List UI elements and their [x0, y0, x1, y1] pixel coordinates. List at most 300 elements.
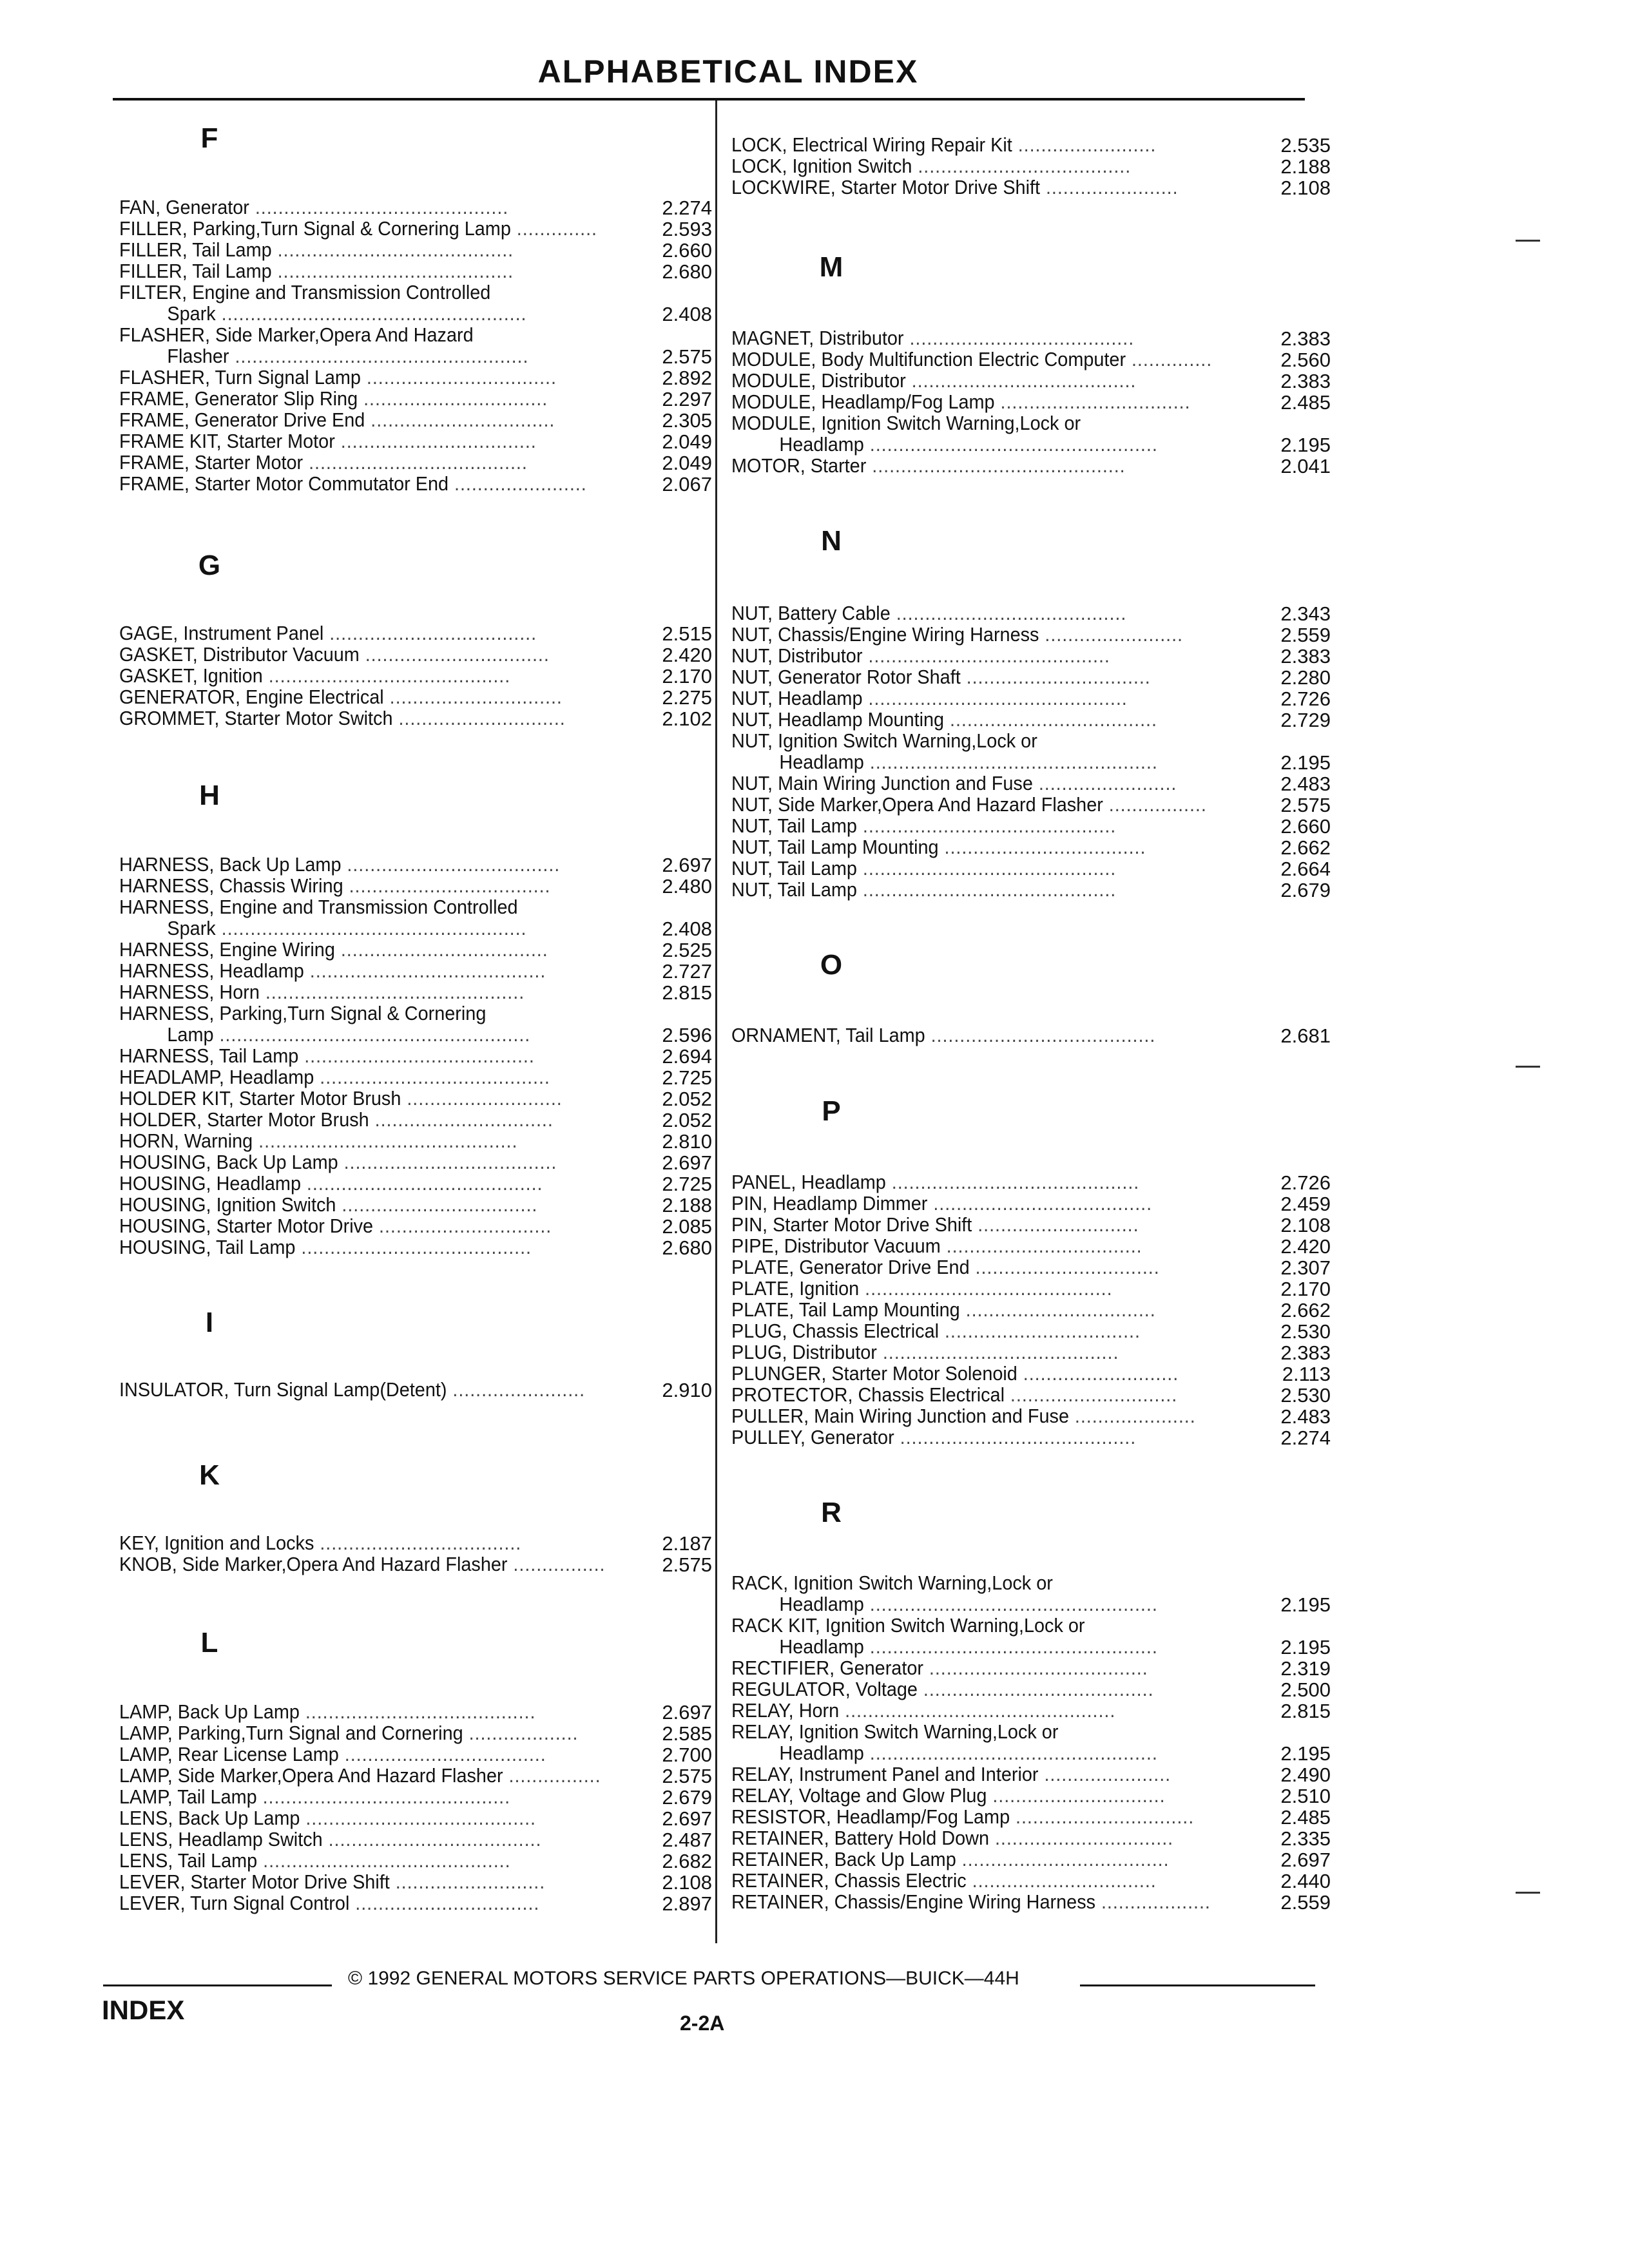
entry-page: 2.694	[662, 1045, 712, 1068]
entry-page: 2.697	[662, 1151, 712, 1174]
entry-page: 2.085	[662, 1215, 712, 1238]
section-label: INDEX	[102, 1995, 185, 2025]
leader-dots: ..................................................	[863, 1742, 1158, 1764]
entry-page: 2.510	[1280, 1785, 1331, 1807]
leader-dots: ............................................	[866, 454, 1126, 477]
leader-dots: ........................	[1032, 772, 1177, 794]
entry-label: ORNAMENT, Tail Lamp	[731, 1024, 925, 1046]
section-letter: N	[821, 525, 842, 557]
entry-page: 2.810	[662, 1130, 712, 1153]
index-entry	[119, 367, 557, 388]
index-entry	[119, 622, 537, 644]
entry-page: 2.049	[662, 452, 712, 474]
leader-dots: ..................................................	[863, 1635, 1158, 1658]
index-entry	[731, 1427, 1136, 1448]
entry-page: 2.483	[1280, 773, 1331, 795]
entry-label: RELAY, Instrument Panel and Interior	[731, 1763, 1039, 1785]
index-entry	[731, 1405, 1196, 1427]
entry-label: LOCKWIRE, Starter Motor Drive Shift	[731, 176, 1041, 198]
entry-page: 2.485	[1280, 1806, 1331, 1829]
entry-page: 2.480	[662, 875, 712, 898]
title-rule	[113, 98, 1305, 101]
leader-dots: ..............	[510, 217, 597, 240]
entry-label: GASKET, Ignition	[119, 664, 263, 687]
entry-label: HOUSING, Headlamp	[119, 1172, 301, 1195]
index-entry	[119, 1024, 530, 1045]
leader-dots: ...................................	[338, 1743, 546, 1765]
entry-page: 2.108	[1280, 177, 1331, 199]
entry-page: 2.280	[1280, 666, 1331, 689]
entry-label: HARNESS, Tail Lamp	[119, 1044, 299, 1067]
index-entry	[119, 345, 528, 367]
index-entry	[731, 1615, 1085, 1636]
leader-dots: .........................................	[876, 1341, 1119, 1363]
leader-dots: ..................................................	[863, 751, 1158, 773]
index-entry	[731, 1870, 1157, 1891]
entry-page: 2.335	[1280, 1827, 1331, 1850]
index-entry	[731, 1827, 1173, 1849]
leader-dots: .....................................	[322, 1828, 542, 1850]
leader-dots: ...................	[463, 1722, 579, 1744]
entry-page: 2.575	[1280, 794, 1331, 816]
entry-label: PLATE, Ignition	[731, 1277, 860, 1300]
entry-page: 2.664	[1280, 858, 1331, 880]
entry-label: Headlamp	[779, 433, 864, 456]
entry-label: Headlamp	[779, 1635, 864, 1658]
entry-page: 2.408	[662, 303, 712, 325]
entry-page: 2.274	[1280, 1427, 1331, 1449]
entry-label: FRAME, Generator Drive End	[119, 408, 365, 431]
entry-label: PANEL, Headlamp	[731, 1171, 886, 1193]
entry-page: 2.305	[662, 409, 712, 432]
leader-dots: ..........................	[389, 1870, 546, 1893]
margin-tick	[1516, 1066, 1540, 1068]
entry-label: Headlamp	[779, 751, 864, 773]
entry-label: RACK KIT, Ignition Switch Warning,Lock or	[731, 1614, 1085, 1637]
entry-page: 2.726	[1280, 1171, 1331, 1194]
entry-label: NUT, Distributor	[731, 644, 863, 667]
index-entry	[119, 1215, 552, 1236]
entry-page: 2.679	[662, 1786, 712, 1809]
index-entry	[731, 709, 1157, 730]
entry-label: Spark	[167, 917, 216, 939]
leader-dots: ............................................	[856, 814, 1117, 837]
leader-dots: ..................................	[939, 1320, 1141, 1342]
entry-label: RESISTOR, Headlamp/Fog Lamp	[731, 1805, 1010, 1828]
index-entry	[731, 1636, 1158, 1657]
leader-dots: ...................................	[938, 836, 1146, 858]
entry-label: RETAINER, Back Up Lamp	[731, 1848, 956, 1870]
entry-label: HOUSING, Tail Lamp	[119, 1236, 296, 1258]
entry-label: PULLEY, Generator	[731, 1426, 894, 1448]
leader-dots: ............................................	[856, 878, 1117, 901]
index-entry	[119, 1151, 557, 1173]
leader-dots: ....................................	[944, 708, 1157, 731]
entry-label: LAMP, Tail Lamp	[119, 1785, 257, 1808]
index-entry	[119, 1003, 486, 1024]
index-entry	[119, 896, 518, 918]
entry-page: 2.490	[1280, 1763, 1331, 1786]
leader-dots: ......................	[1038, 1763, 1171, 1785]
leader-dots: .....................................	[912, 155, 1132, 177]
entry-label: FRAME KIT, Starter Motor	[119, 430, 335, 452]
entry-page: 2.483	[1280, 1405, 1331, 1428]
entry-page: 2.195	[1280, 751, 1331, 774]
entry-page: 2.815	[1280, 1700, 1331, 1722]
leader-dots: .............................	[392, 707, 566, 729]
leader-dots: ...........................	[401, 1087, 563, 1110]
entry-page: 2.108	[1280, 1214, 1331, 1236]
entry-label: PLUG, Chassis Electrical	[731, 1320, 940, 1342]
leader-dots: ..........................................	[262, 664, 511, 687]
index-entry	[119, 1088, 563, 1109]
entry-label: NUT, Tail Lamp	[731, 814, 857, 837]
leader-dots: ...........................................	[257, 1849, 511, 1872]
index-entry	[731, 177, 1179, 198]
entry-page: 2.559	[1280, 624, 1331, 646]
entry-label: PROTECTOR, Chassis Electrical	[731, 1383, 1005, 1406]
index-entry	[119, 282, 490, 303]
leader-dots: ..............................	[383, 686, 563, 708]
index-entry	[731, 1299, 1156, 1320]
leader-dots: ................................	[349, 1892, 540, 1914]
entry-label: NUT, Battery Cable	[731, 602, 891, 624]
index-entry	[119, 1236, 532, 1258]
entry-page: 2.725	[662, 1066, 712, 1089]
entry-label: HARNESS, Headlamp	[119, 959, 304, 982]
entry-label: HARNESS, Engine and Transmission Controlled	[119, 896, 518, 918]
entry-label: INSULATOR, Turn Signal Lamp(Detent)	[119, 1378, 447, 1401]
leader-dots: ....................................	[334, 938, 548, 961]
entry-page: 2.052	[662, 1088, 712, 1110]
entry-page: 2.729	[1280, 709, 1331, 731]
entry-label: Headlamp	[779, 1593, 864, 1615]
index-entry	[731, 1891, 1211, 1912]
index-entry	[731, 1256, 1160, 1278]
section-letter: O	[820, 949, 843, 981]
leader-dots: ..................................................	[863, 433, 1158, 456]
index-entry	[119, 218, 597, 239]
section-letter: I	[205, 1307, 214, 1338]
entry-page: 2.700	[662, 1744, 712, 1766]
leader-dots: .........................................	[300, 1172, 543, 1195]
entry-page: 2.515	[662, 622, 712, 645]
index-entry	[119, 1109, 554, 1130]
entry-page: 2.697	[1280, 1849, 1331, 1871]
entry-label: FLASHER, Turn Signal Lamp	[119, 366, 361, 389]
entry-label: RETAINER, Battery Hold Down	[731, 1827, 990, 1849]
leader-dots: .........................................	[271, 238, 514, 261]
index-entry	[731, 1341, 1119, 1363]
entry-label: LENS, Headlamp Switch	[119, 1828, 323, 1850]
entry-label: NUT, Main Wiring Junction and Fuse	[731, 772, 1033, 794]
leader-dots: ...............................	[1010, 1805, 1195, 1828]
index-entry	[119, 260, 514, 282]
index-entry	[119, 918, 526, 939]
leader-dots: ........................................	[890, 602, 1127, 624]
index-entry	[731, 1785, 1166, 1806]
entry-label: NUT, Ignition Switch Warning,Lock or	[731, 729, 1037, 752]
leader-dots: ...................................................	[229, 345, 529, 367]
index-entry	[119, 1807, 536, 1829]
leader-dots: ................	[507, 1553, 606, 1575]
entry-page: 2.525	[662, 939, 712, 961]
leader-dots: ..........................................	[862, 644, 1110, 667]
entry-label: HOLDER KIT, Starter Motor Brush	[119, 1087, 401, 1110]
index-entry	[119, 409, 555, 430]
index-entry	[119, 197, 508, 218]
entry-label: RETAINER, Chassis/Engine Wiring Harness	[731, 1890, 1096, 1913]
entry-label: HOUSING, Starter Motor Drive	[119, 1215, 374, 1237]
entry-label: RELAY, Voltage and Glow Plug	[731, 1784, 987, 1807]
leader-dots: ................................	[969, 1256, 1160, 1278]
entry-page: 2.195	[1280, 1593, 1331, 1616]
entry-label: FRAME, Starter Motor	[119, 451, 304, 474]
entry-label: HOUSING, Back Up Lamp	[119, 1151, 338, 1173]
entry-page: 2.188	[1280, 155, 1331, 178]
entry-label: HORN, Warning	[119, 1129, 253, 1152]
leader-dots: .................................	[360, 366, 557, 389]
margin-tick	[1516, 1892, 1540, 1894]
section-letter: P	[822, 1095, 841, 1127]
entry-page: 2.575	[662, 1765, 712, 1787]
entry-page: 2.195	[1280, 1636, 1331, 1658]
entry-label: Flasher	[167, 345, 229, 367]
index-entry	[731, 1721, 1058, 1742]
index-entry	[731, 134, 1156, 155]
index-entry	[119, 1850, 511, 1871]
leader-dots: ...................................	[314, 1532, 522, 1554]
entry-label: HOLDER, Starter Motor Brush	[119, 1108, 369, 1131]
index-entry	[119, 1786, 510, 1807]
entry-label: LAMP, Rear License Lamp	[119, 1743, 339, 1765]
index-entry	[119, 473, 587, 494]
entry-page: 2.108	[662, 1871, 712, 1894]
entry-page: 2.535	[1280, 134, 1331, 157]
index-entry	[119, 303, 526, 324]
entry-label: FRAME, Starter Motor Commutator End	[119, 472, 449, 495]
index-entry	[731, 730, 1037, 751]
section-letter: H	[199, 780, 220, 811]
entry-page: 2.067	[662, 473, 712, 495]
entry-label: LEVER, Turn Signal Control	[119, 1892, 350, 1914]
index-entry	[731, 1678, 1154, 1700]
entry-page: 2.275	[662, 686, 712, 709]
index-entry	[731, 666, 1151, 687]
leader-dots: .............................................	[862, 687, 1128, 709]
entry-page: 2.049	[662, 430, 712, 453]
entry-label: FLASHER, Side Marker,Opera And Hazard	[119, 323, 474, 346]
entry-label: Lamp	[167, 1023, 214, 1046]
entry-label: NUT, Chassis/Engine Wiring Harness	[731, 623, 1039, 646]
leader-dots: ................................	[960, 666, 1151, 688]
leader-dots: .......................	[1040, 176, 1179, 198]
leader-dots: ......................................................	[213, 1023, 531, 1046]
entry-page: 2.102	[662, 707, 712, 730]
leader-dots: .......................	[448, 472, 587, 495]
entry-label: RETAINER, Chassis Electric	[731, 1869, 967, 1892]
entry-label: LAMP, Side Marker,Opera And Hazard Flasher	[119, 1764, 503, 1787]
leader-dots: ........................	[1039, 623, 1183, 646]
leader-dots: .......................................	[903, 327, 1135, 349]
index-entry	[731, 773, 1177, 794]
entry-label: PULLER, Main Wiring Junction and Fuse	[731, 1405, 1069, 1427]
entry-page: 2.681	[1280, 1024, 1331, 1047]
index-entry	[731, 434, 1158, 455]
index-entry	[731, 858, 1116, 879]
entry-label: NUT, Side Marker,Opera And Hazard Flasher	[731, 793, 1103, 816]
entry-page: 2.727	[662, 960, 712, 983]
entry-page: 2.187	[662, 1532, 712, 1555]
leader-dots: ...........................	[1017, 1362, 1179, 1385]
leader-dots: ........................................	[917, 1678, 1154, 1700]
entry-label: RACK, Ignition Switch Warning,Lock or	[731, 1571, 1053, 1594]
leader-dots: ..................................................	[863, 1593, 1158, 1615]
page-title: ALPHABETICAL INDEX	[537, 53, 919, 90]
entry-label: Spark	[167, 302, 216, 325]
entry-label: RELAY, Ignition Switch Warning,Lock or	[731, 1720, 1059, 1743]
leader-dots: .................	[1103, 793, 1207, 816]
entry-page: 2.815	[662, 981, 712, 1004]
copyright-text: © 1992 GENERAL MOTORS SERVICE PARTS OPERATIONS—BUICK—44H	[348, 1968, 1019, 1989]
index-entry	[731, 1849, 1170, 1870]
leader-dots: ...................	[1095, 1890, 1211, 1913]
section-letter: G	[198, 550, 221, 581]
entry-label: HARNESS, Engine Wiring	[119, 938, 335, 961]
leader-dots: .............................	[1004, 1383, 1178, 1406]
leader-dots: ................................	[966, 1869, 1157, 1892]
entry-label: NUT, Headlamp Mounting	[731, 708, 945, 731]
entry-label: LAMP, Back Up Lamp	[119, 1700, 300, 1723]
index-entry	[119, 1045, 535, 1066]
leader-dots: .....................................................	[215, 917, 527, 939]
index-entry	[731, 1363, 1179, 1384]
entry-page: 2.195	[1280, 1742, 1331, 1765]
index-entry	[119, 707, 566, 729]
entry-label: MODULE, Distributor	[731, 369, 906, 392]
entry-label: PLATE, Generator Drive End	[731, 1256, 970, 1278]
index-entry	[119, 939, 548, 960]
entry-label: NUT, Tail Lamp	[731, 878, 857, 901]
entry-label: PIPE, Distributor Vacuum	[731, 1235, 941, 1257]
entry-label: Headlamp	[779, 1742, 864, 1764]
entry-label: MAGNET, Distributor	[731, 327, 904, 349]
leader-dots: ........................	[1012, 133, 1157, 156]
entry-page: 2.420	[662, 644, 712, 666]
entry-page: 2.560	[1280, 349, 1331, 371]
entry-page: 2.041	[1280, 455, 1331, 477]
index-entry	[731, 836, 1146, 858]
index-entry	[731, 412, 1081, 434]
entry-page: 2.679	[1280, 879, 1331, 901]
leader-dots: .........................................	[304, 959, 546, 982]
leader-dots: ..................................	[336, 1193, 538, 1216]
index-entry	[731, 1278, 1113, 1299]
index-entry	[119, 981, 525, 1003]
entry-page: 2.596	[662, 1024, 712, 1046]
index-entry	[731, 1572, 1053, 1593]
index-entry	[731, 1384, 1177, 1405]
index-entry	[119, 1173, 543, 1194]
entry-page: 2.662	[1280, 1299, 1331, 1321]
entry-page: 2.195	[1280, 434, 1331, 456]
index-entry	[119, 1553, 605, 1575]
entry-page: 2.113	[1282, 1363, 1331, 1385]
entry-page: 2.585	[662, 1722, 712, 1745]
entry-page: 2.440	[1280, 1870, 1331, 1892]
entry-page: 2.530	[1280, 1320, 1331, 1343]
index-entry	[731, 1171, 1139, 1193]
entry-label: GROMMET, Starter Motor Switch	[119, 707, 393, 729]
entry-label: FILLER, Tail Lamp	[119, 238, 272, 261]
entry-label: PIN, Headlamp Dimmer	[731, 1192, 928, 1215]
index-entry	[731, 1806, 1194, 1827]
index-entry	[731, 879, 1116, 900]
leader-dots: ................................	[359, 643, 550, 666]
entry-label: RECTIFIER, Generator	[731, 1657, 923, 1679]
entry-page: 2.170	[1280, 1278, 1331, 1300]
entry-label: LEVER, Starter Motor Drive Shift	[119, 1870, 390, 1893]
entry-label: HARNESS, Horn	[119, 981, 260, 1003]
entry-label: LAMP, Parking,Turn Signal and Cornering	[119, 1722, 463, 1744]
index-entry	[731, 155, 1131, 177]
entry-page: 2.593	[662, 218, 712, 240]
entry-page: 2.274	[662, 197, 712, 219]
leader-dots: .......................................	[925, 1024, 1156, 1046]
entry-label: MOTOR, Starter	[731, 454, 867, 477]
leader-dots: .............................................	[253, 1129, 518, 1152]
leader-dots: ..............................	[987, 1784, 1166, 1807]
index-entry	[119, 1130, 517, 1151]
index-entry	[731, 645, 1110, 666]
leader-dots: ...............................	[989, 1827, 1174, 1849]
entry-label: FILLER, Parking,Turn Signal & Cornering Lamp	[119, 217, 511, 240]
index-entry	[119, 1532, 521, 1553]
index-entry	[119, 324, 474, 345]
leader-dots: ..................................	[940, 1235, 1142, 1257]
index-entry	[119, 1722, 578, 1744]
index-entry	[731, 349, 1212, 370]
leader-dots: .............................................	[259, 981, 525, 1003]
entry-label: LOCK, Electrical Wiring Repair Kit	[731, 133, 1012, 156]
index-entry	[119, 388, 548, 409]
index-entry	[731, 370, 1136, 391]
entry-label: LOCK, Ignition Switch	[731, 155, 912, 177]
leader-dots: .................................	[994, 390, 1191, 413]
leader-dots: ............................................	[856, 857, 1117, 879]
entry-label: FILLER, Tail Lamp	[119, 260, 272, 282]
entry-label: NUT, Tail Lamp	[731, 857, 857, 879]
entry-page: 2.485	[1280, 391, 1331, 414]
entry-page: 2.487	[662, 1829, 712, 1851]
entry-page: 2.575	[662, 1553, 712, 1576]
leader-dots: .......................................	[905, 369, 1137, 392]
entry-page: 2.697	[662, 1807, 712, 1830]
entry-page: 2.726	[1280, 687, 1331, 710]
entry-page: 2.383	[1280, 1341, 1331, 1364]
entry-page: 2.383	[1280, 327, 1331, 350]
leader-dots: ..............	[1126, 348, 1213, 370]
entry-label: MODULE, Ignition Switch Warning,Lock or	[731, 412, 1081, 434]
index-entry	[119, 1744, 546, 1765]
leader-dots: ........................................	[314, 1066, 550, 1088]
index-entry	[731, 794, 1207, 815]
leader-dots: ..............................	[373, 1215, 552, 1237]
leader-dots: .......................	[447, 1378, 586, 1401]
index-entry	[731, 455, 1126, 476]
leader-dots: ........................................	[299, 1700, 536, 1723]
index-entry	[731, 1235, 1142, 1256]
